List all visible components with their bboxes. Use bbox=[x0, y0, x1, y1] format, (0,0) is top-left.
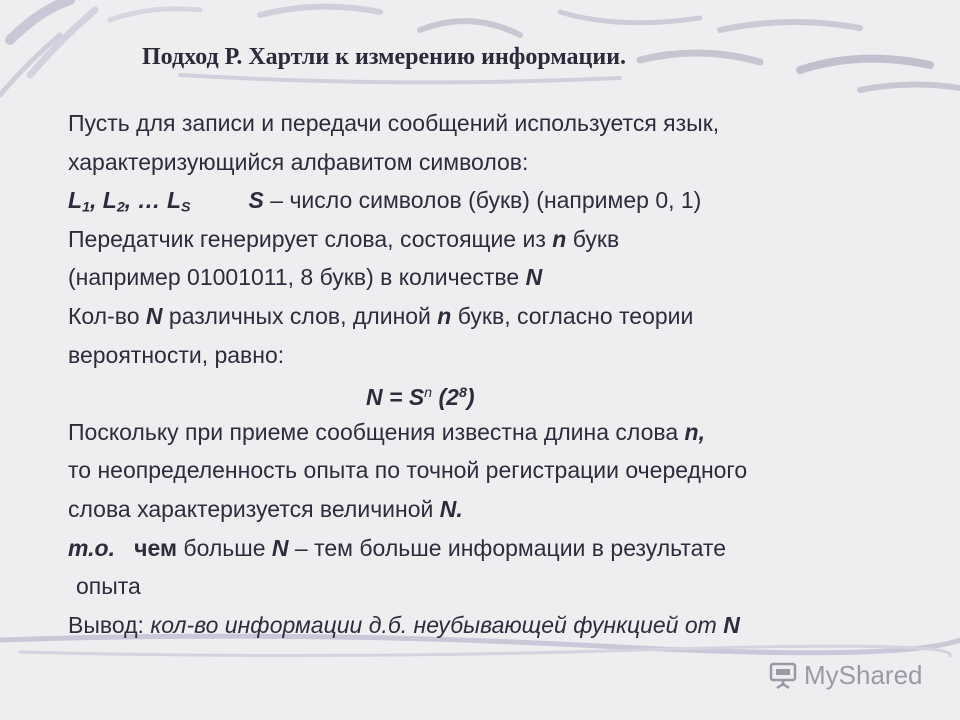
var-big-n: N bbox=[145, 302, 163, 329]
formula-example-close: ) bbox=[466, 383, 475, 410]
symbol-l2-subscript: 2 bbox=[116, 199, 125, 216]
var-big-n: N bbox=[525, 264, 543, 291]
watermark bbox=[768, 656, 923, 694]
slide-body bbox=[68, 104, 948, 644]
line-3-alphabet bbox=[68, 181, 948, 220]
text-span: (например 01001011, 8 букв) в количестве bbox=[68, 264, 526, 291]
abbrev-to: т.о. bbox=[68, 534, 115, 561]
var-big-n: N. bbox=[439, 495, 463, 522]
watermark-text: MyShared bbox=[804, 659, 923, 690]
line-11 bbox=[68, 490, 948, 529]
var-n: n bbox=[552, 225, 567, 252]
formula-example-exponent: 8 bbox=[458, 385, 467, 402]
conclusion-text: кол-во информации д.б. неубывающей функцией от bbox=[150, 611, 724, 638]
text-span: букв, согласно теории bbox=[451, 302, 694, 329]
formula-example-open: (2 bbox=[432, 383, 459, 410]
line-5 bbox=[68, 258, 948, 297]
line-14-conclusion bbox=[68, 606, 948, 645]
var-big-n: N bbox=[271, 534, 289, 561]
alphabet-description: – число символов (букв) (например 0, 1) bbox=[263, 187, 702, 214]
text-span: различных слов, длиной bbox=[162, 302, 438, 329]
text-span: – тем больше информации в результате bbox=[288, 534, 726, 561]
line-10: то неопределенность опыта по точной регистрации очередного bbox=[68, 457, 748, 484]
line-2: характеризующийся алфавитом символов: bbox=[68, 148, 529, 175]
symbol-l1: L bbox=[68, 187, 83, 214]
text-span: больше bbox=[177, 534, 272, 561]
text-span: Кол-во bbox=[68, 302, 146, 329]
text-span: Передатчик генерирует слова, состоящие из bbox=[68, 225, 553, 252]
symbol-l1-subscript: 1 bbox=[82, 199, 90, 216]
slide-title: Подход Р. Хартли к измерению информации. bbox=[142, 44, 627, 70]
conclusion-label: Вывод: bbox=[68, 611, 151, 638]
symbol-ls: L bbox=[166, 187, 182, 214]
presentation-board-icon bbox=[768, 660, 798, 690]
formula-exponent: n bbox=[424, 385, 433, 402]
line-12 bbox=[68, 529, 948, 568]
text-span: букв bbox=[566, 225, 620, 252]
line-13: опыта bbox=[76, 573, 141, 600]
var-n: n, bbox=[684, 418, 705, 445]
symbol-l2: L bbox=[102, 187, 117, 214]
line-6 bbox=[68, 297, 948, 336]
word-chem: чем bbox=[134, 534, 178, 561]
line-9 bbox=[68, 413, 948, 452]
var-big-n: N bbox=[723, 611, 740, 638]
var-s: S bbox=[248, 187, 264, 214]
ellipsis: , … bbox=[124, 187, 167, 214]
separator: , bbox=[90, 187, 103, 214]
var-n: n bbox=[437, 302, 452, 329]
text-span: Поскольку при приеме сообщения известна длина слова bbox=[68, 418, 685, 445]
symbol-ls-subscript: S bbox=[181, 199, 191, 216]
formula-line bbox=[68, 374, 948, 413]
line-7: вероятности, равно: bbox=[68, 341, 285, 368]
line-1: Пусть для записи и передачи сообщений используется язык, bbox=[68, 110, 720, 136]
text-span: слова характеризуется величиной bbox=[68, 495, 440, 522]
formula-lhs: N = S bbox=[366, 383, 425, 410]
line-4 bbox=[68, 220, 948, 259]
